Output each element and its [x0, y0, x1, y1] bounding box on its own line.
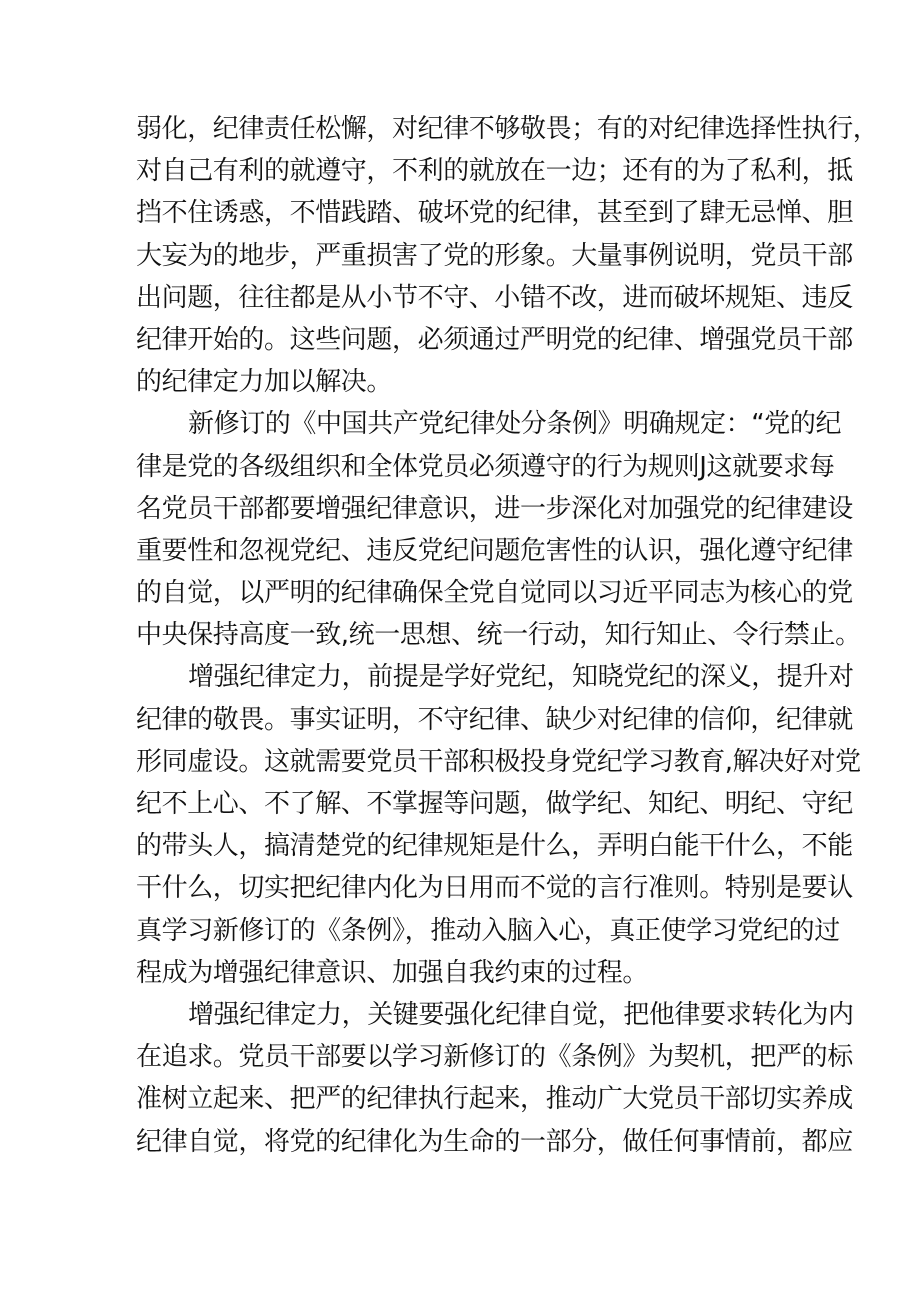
text-line-indented: 增强纪律定力，前提是学好党纪，知晓党纪的深义，提升对 [188, 662, 854, 693]
text-line: 真学习新修订的《条例》，推动入脑入心，真正使学习党纪的过 [136, 915, 840, 946]
text-line: 干什么，切实把纪律内化为日用而不觉的言行准则。特别是要认 [136, 873, 853, 904]
text-line: 中央保持高度一致,统一思想、统一行动，知行知止、令行禁止。 [136, 620, 861, 651]
text-line: 的自觉，以严明的纪律确保全党自觉同以习近平同志为核心的党 [136, 578, 853, 609]
document-body [136, 108, 879, 1163]
paragraph-2 [136, 403, 861, 656]
text-line: 挡不住诱惑，不惜践踏、破坏党的纪律，甚至到了肆无忌惮、胆 [136, 198, 853, 229]
text-line: 纪不上心、不了解、不掌握等问题，做学纪、知纪、明纪、守纪 [136, 789, 853, 819]
text-line: 形同虚设。这就需要党员干部积极投身党纪学习教育,解决好对党 [136, 746, 861, 777]
text-line: 的带头人，搞清楚党的纪律规矩是什么，弄明白能干什么，不能 [136, 831, 853, 862]
text-line-indented: 新修订的《中国共产党纪律处分条例》明确规定：“党的纪 [188, 409, 842, 440]
text-line: 重要性和忽视党纪、违反党纪问题危害性的认识，强化遵守纪律 [136, 535, 853, 566]
text-line: 律是党的各级组织和全体党员必须遵守的行为规则J这就要求每 [136, 451, 835, 482]
text-line: 准树立起来、把严的纪律执行起来，推动广大党员干部切实养成 [136, 1084, 853, 1115]
paragraph-4 [136, 994, 854, 1163]
text-line: 程成为增强纪律意识、加强自我约束的过程。 [136, 957, 649, 988]
text-line: 的纪律定力加以解决。 [136, 367, 393, 398]
text-line: 弱化，纪律责任松懈，对纪律不够敬畏；有的对纪律选择性执行， [136, 114, 879, 144]
paragraph-3 [136, 656, 861, 994]
paragraph-1 [136, 108, 879, 403]
text-line: 纪律开始的。这些问题，必须通过严明党的纪律、增强党员干部 [136, 324, 853, 355]
text-line: 纪律的敬畏。事实证明，不守纪律、缺少对纪律的信仰，纪律就 [136, 704, 853, 735]
text-line: 在追求。党员干部要以学习新修订的《条例》为契机，把严的标 [136, 1042, 853, 1073]
text-line: 纪律自觉，将党的纪律化为生命的一部分，做任何事情前，都应 [136, 1126, 853, 1157]
text-line: 大妄为的地步，严重损害了党的形象。大量事例说明，党员干部 [136, 240, 853, 271]
text-line-indented: 增强纪律定力，关键要强化纪律自觉，把他律要求转化为内 [188, 999, 854, 1030]
text-line: 出问题，往往都是从小节不守、小错不改，进而破坏规矩、违反 [136, 282, 853, 313]
text-line: 对自己有利的就遵守，不利的就放在一边；还有的为了私利，抵 [136, 156, 853, 187]
text-line: 名党员干部都要增强纪律意识，进一步深化对加强党的纪律建设 [136, 493, 853, 524]
